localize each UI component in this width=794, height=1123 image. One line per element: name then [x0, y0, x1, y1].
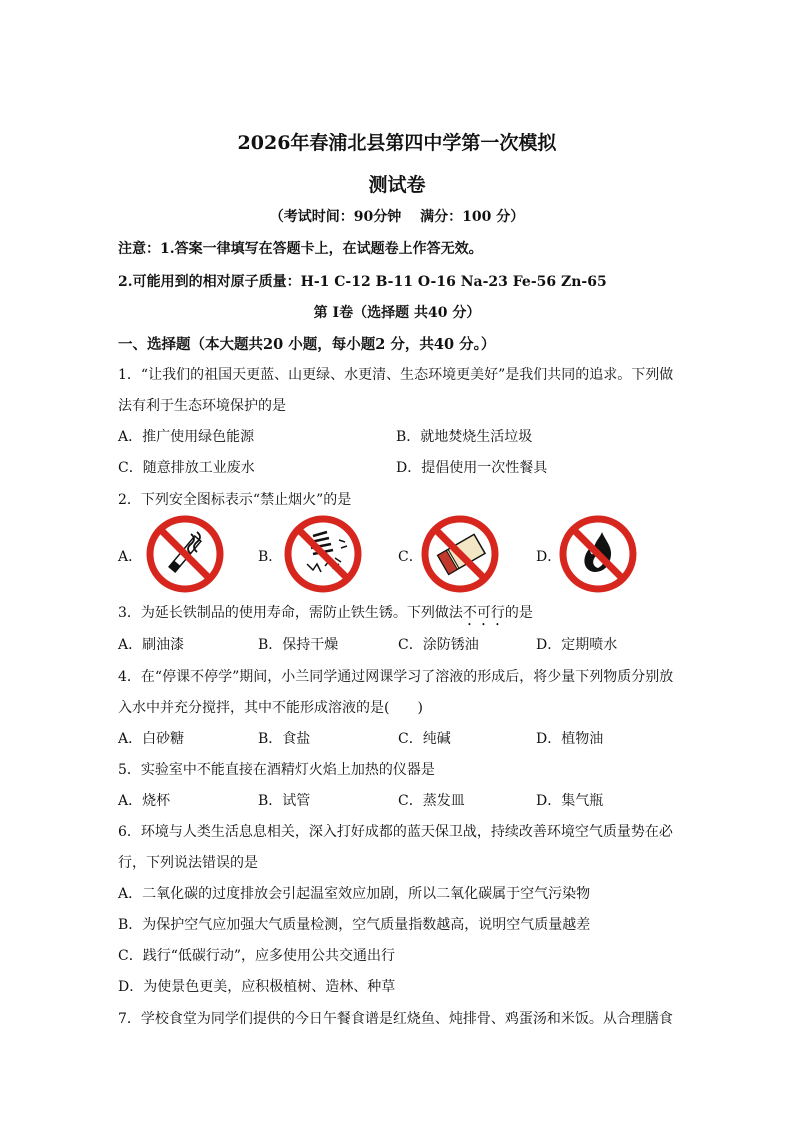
q6-option-b: B．为保护空气应加强大气质量检测，空气质量指数越高，说明空气质量越差 — [118, 917, 591, 933]
note-1: 注意：1.答案一律填写在答题卡上，在试题卷上作答无效。 — [118, 241, 483, 257]
no-fireworks-sign-icon — [283, 514, 363, 594]
q3-option-c: C．涂防锈油 — [398, 637, 479, 653]
q3-stem — [118, 602, 533, 629]
exam-title: 2026年春浦北县第四中学第一次模拟 — [237, 132, 557, 154]
q2-option-a: A． — [118, 549, 143, 565]
q7-stem-line1: 7．学校食堂为同学们提供的今日午餐食谱是红烧鱼、炖排骨、鸡蛋汤和米饭。从合理膳食 — [118, 1011, 673, 1027]
q3-stem-emphasis: 不可行 — [462, 605, 505, 621]
q3-option-b: B．保持干燥 — [258, 637, 339, 653]
q5-option-d: D．集气瓶 — [536, 793, 604, 809]
q6-option-a: A．二氧化碳的过度排放会引起温室效应加剧，所以二氧化碳属于空气污染物 — [118, 886, 591, 902]
q5-option-a: A．烧杯 — [118, 793, 171, 809]
no-smoking-sign-icon — [145, 514, 225, 594]
q6-stem-line1: 6．环境与人类生活息息相关，深入打好成都的蓝天保卫战，持续改善环境空气质量势在必 — [118, 824, 673, 840]
q5-option-c: C．蒸发皿 — [398, 793, 465, 809]
q3-stem-pre: 3．为延长铁制品的使用寿命，需防止铁生锈。下列做法 — [118, 605, 463, 621]
no-open-flame-sign-icon — [558, 514, 638, 594]
q1-option-c: C．随意排放工业废水 — [118, 460, 255, 476]
q1-stem-line1: 1．“让我们的祖国天更蓝、山更绿、水更清、生态环境更美好”是我们共同的追求。下列做 — [118, 367, 674, 383]
q2-option-c: C． — [398, 549, 423, 565]
q2-option-d: D． — [536, 549, 562, 565]
q5-stem: 5．实验室中不能直接在酒精灯火焰上加热的仪器是 — [118, 762, 435, 778]
q4-option-d: D．植物油 — [536, 731, 604, 747]
q2-stem: 2．下列安全图标表示“禁止烟火”的是 — [118, 492, 352, 508]
q6-option-d: D．为使景色更美，应积极植树、造林、种草 — [118, 979, 396, 995]
part-title: 一、选择题（本大题共20 小题，每小题2 分，共40 分。） — [118, 336, 496, 353]
q4-option-b: B．食盐 — [258, 731, 311, 747]
volume-title: 第 I卷（选择题 共40 分） — [313, 305, 481, 321]
q4-option-a: A．白砂糖 — [118, 731, 185, 747]
q4-stem-line2: 入水中并充分搅拌，其中不能形成溶液的是( ) — [118, 700, 423, 716]
q4-option-c: C．纯碱 — [398, 731, 451, 747]
no-matches-sign-icon — [420, 514, 500, 594]
q1-option-a: A．推广使用绿色能源 — [118, 429, 255, 445]
q4-stem-line1: 4．在“停课不停学”期间，小兰同学通过网课学习了溶液的形成后，将少量下列物质分别放 — [118, 669, 674, 685]
exam-subtitle: 测试卷 — [368, 174, 426, 196]
q3-stem-post: 的是 — [504, 605, 533, 621]
q3-option-d: D．定期喷水 — [536, 637, 618, 653]
q6-option-c: C．践行“低碳行动”，应多使用公共交通出行 — [118, 948, 396, 964]
q6-stem-line2: 行，下列说法错误的是 — [118, 855, 258, 871]
q5-option-b: B．试管 — [258, 793, 311, 809]
q3-option-a: A．刷油漆 — [118, 637, 185, 653]
exam-info: （考试时间：90分钟 满分：100 分） — [269, 209, 525, 225]
q1-option-d: D．提倡使用一次性餐具 — [396, 460, 548, 476]
note-2: 2.可能用到的相对原子质量：H-1 C-12 B-11 O-16 Na-23 Fe-56 Zn-65 — [118, 274, 607, 290]
q1-option-b: B．就地焚烧生活垃圾 — [396, 429, 533, 445]
q2-option-b: B． — [258, 549, 283, 565]
q1-stem-line2: 法有利于生态环境保护的是 — [118, 398, 286, 414]
